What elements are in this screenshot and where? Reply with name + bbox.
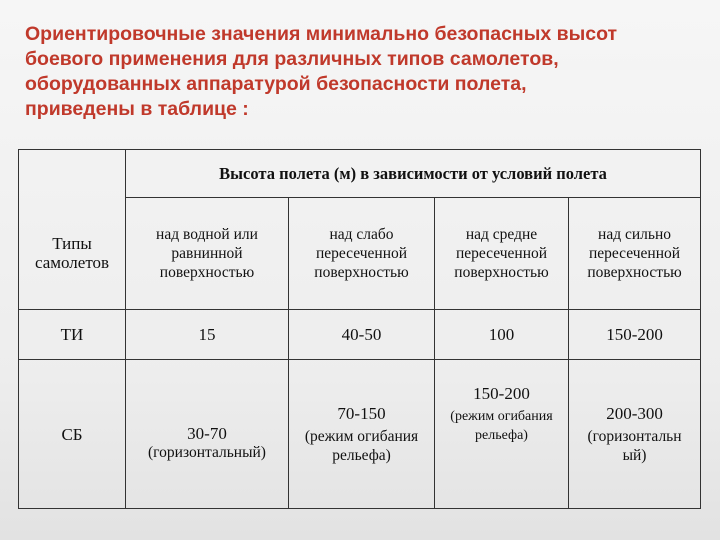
column-header-line: равнинной	[171, 245, 243, 262]
row-header	[19, 198, 126, 310]
altitude-note: рельефа)	[475, 428, 528, 443]
aircraft-type: СБ	[19, 360, 126, 509]
table-row	[19, 310, 701, 360]
column-header-line: поверхностью	[587, 264, 682, 281]
row-header-line: Типы	[52, 234, 92, 254]
column-header-line: пересеченной	[588, 245, 681, 262]
column-header	[569, 198, 701, 310]
altitude-value: 200-300	[606, 403, 663, 423]
column-header	[435, 198, 569, 310]
page-title	[25, 22, 705, 122]
altitude-value: 150-200	[473, 384, 530, 403]
altitude-value: 30-70	[187, 424, 227, 443]
title-line: приведены в таблице :	[25, 98, 249, 120]
column-header-line: поверхностью	[314, 264, 409, 281]
altitude-value: 70-150	[337, 403, 386, 423]
aircraft-type: ТИ	[19, 310, 126, 360]
title-line: боевого применения для различных типов самолетов,	[25, 48, 559, 70]
column-header-line: над сильно	[598, 226, 671, 243]
altitude-cell	[435, 360, 569, 509]
altitude-table	[18, 149, 701, 509]
altitude-value: 15	[126, 310, 289, 360]
altitude-value: 100	[435, 310, 569, 360]
table-row	[19, 360, 701, 509]
altitude-note: (режим огибания	[304, 427, 419, 445]
column-header-line: над слабо	[329, 226, 394, 243]
altitude-note: (горизонтальн	[587, 427, 682, 445]
column-header-row	[19, 198, 701, 310]
column-header	[289, 198, 435, 310]
title-line: Ориентировочные значения минимально безопасных высот	[25, 23, 618, 45]
altitude-cell	[569, 360, 701, 509]
column-header-line: над водной или	[156, 226, 258, 243]
column-header-line: поверхностью	[159, 264, 255, 281]
altitude-value: 40-50	[289, 310, 435, 360]
title-line: оборудованных аппаратурой безопасности полета,	[25, 73, 527, 95]
column-header-line: поверхностью	[454, 264, 549, 281]
altitude-note: (режим огибания	[450, 409, 553, 424]
altitude-value: 150-200	[569, 310, 701, 360]
column-header-line: пересеченной	[455, 245, 548, 262]
table-header-row	[19, 150, 701, 198]
group-header: Высота полета (м) в зависимости от условий полета	[126, 150, 701, 198]
column-header-line: над средне	[465, 226, 538, 243]
row-header-line: самолетов	[34, 253, 110, 273]
column-header	[126, 198, 289, 310]
altitude-note: рельефа)	[332, 446, 391, 464]
altitude-note: (горизонтальный)	[148, 444, 266, 461]
altitude-cell	[289, 360, 435, 509]
corner-cell	[19, 150, 126, 198]
altitude-cell	[126, 360, 289, 509]
column-header-line: пересеченной	[315, 245, 408, 262]
altitude-note: ый)	[622, 446, 647, 464]
